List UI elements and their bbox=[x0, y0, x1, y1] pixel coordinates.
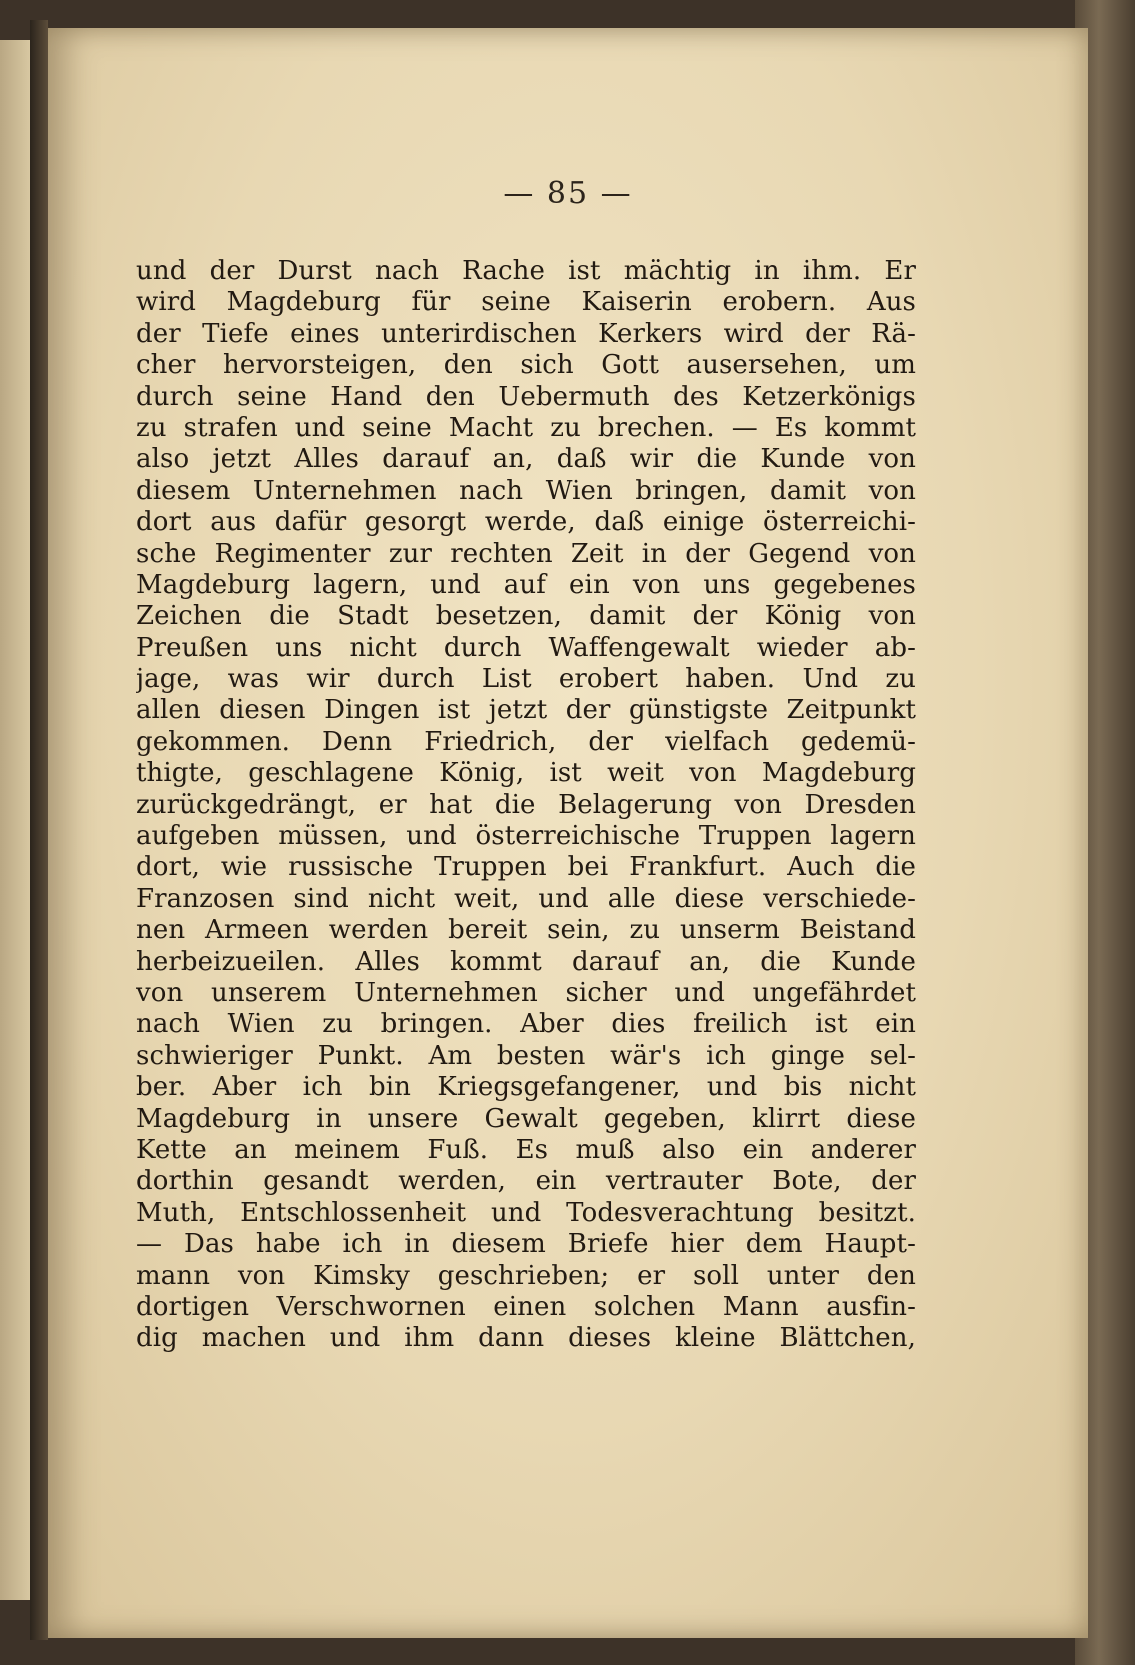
text-line: aufgeben müssen, und österreichische Truppen lagern bbox=[136, 821, 916, 852]
text-line: mann von Kimsky geschrieben; er soll unter den bbox=[136, 1260, 916, 1291]
text-line: Franzosen sind nicht weit, und alle diese verschiede- bbox=[136, 883, 916, 914]
text-line: nach Wien zu bringen. Aber dies freilich ist ein bbox=[136, 1009, 916, 1040]
text-line: dig machen und ihm dann dieses kleine Blättchen, bbox=[136, 1323, 916, 1354]
text-line: jage, was wir durch List erobert haben. Und zu bbox=[136, 664, 916, 695]
book-page bbox=[48, 28, 1088, 1638]
text-line: der Tiefe eines unterirdischen Kerkers wird der Rä- bbox=[136, 318, 916, 349]
text-line: zurückgedrängt, er hat die Belagerung von Dresden bbox=[136, 789, 916, 820]
text-line: Magdeburg in unsere Gewalt gegeben, klirrt diese bbox=[136, 1103, 916, 1134]
book-gutter bbox=[30, 20, 48, 1640]
text-line: wird Magdeburg für seine Kaiserin erobern. Aus bbox=[136, 287, 916, 318]
text-line: sche Regimenter zur rechten Zeit in der Gegend von bbox=[136, 538, 916, 569]
left-page-edge bbox=[0, 40, 30, 1600]
text-line: dortigen Verschwornen einen solchen Mann ausfin- bbox=[136, 1291, 916, 1322]
text-line: Muth, Entschlossenheit und Todesverachtung besitzt. bbox=[136, 1197, 916, 1228]
text-line: cher hervorsteigen, den sich Gott ausersehen, um bbox=[136, 350, 916, 381]
text-line: — Das habe ich in diesem Briefe hier dem Haupt- bbox=[136, 1229, 916, 1260]
text-line: allen diesen Dingen ist jetzt der günstigste Zeitpunkt bbox=[136, 695, 916, 726]
text-line: zu strafen und seine Macht zu brechen. — Es kommt bbox=[136, 412, 916, 443]
text-line: Preußen uns nicht durch Waffengewalt wieder ab- bbox=[136, 632, 916, 663]
page-number: — 85 — bbox=[503, 176, 633, 211]
text-line: nen Armeen werden bereit sein, zu unserm Beistand bbox=[136, 915, 916, 946]
text-line: Zeichen die Stadt besetzen, damit der König von bbox=[136, 601, 916, 632]
text-line: dort, wie russische Truppen bei Frankfurt. Auch die bbox=[136, 852, 916, 883]
text-line: Magdeburg lagern, und auf ein von uns gegebenes bbox=[136, 569, 916, 600]
text-line: schwieriger Punkt. Am besten wär's ich ginge sel- bbox=[136, 1040, 916, 1071]
text-line: Kette an meinem Fuß. Es muß also ein anderer bbox=[136, 1134, 916, 1165]
text-line: durch seine Hand den Uebermuth des Ketzerkönigs bbox=[136, 381, 916, 412]
text-line: ber. Aber ich bin Kriegsgefangener, und bis nicht bbox=[136, 1072, 916, 1103]
text-line: von unserem Unternehmen sicher und ungefährdet bbox=[136, 977, 916, 1008]
text-line: also jetzt Alles darauf an, daß wir die Kunde von bbox=[136, 444, 916, 475]
text-line: herbeizueilen. Alles kommt darauf an, die Kunde bbox=[136, 946, 916, 977]
body-text bbox=[136, 256, 916, 1355]
text-line: gekommen. Denn Friedrich, der vielfach gedemü- bbox=[136, 726, 916, 757]
text-line: dorthin gesandt werden, ein vertrauter Bote, der bbox=[136, 1166, 916, 1197]
text-line: und der Durst nach Rache ist mächtig in ihm. Er bbox=[136, 256, 916, 286]
text-line: dort aus dafür gesorgt werde, daß einige österreichi- bbox=[136, 507, 916, 538]
text-line: diesem Unternehmen nach Wien bringen, damit von bbox=[136, 475, 916, 506]
text-line: thigte, geschlagene König, ist weit von Magdeburg bbox=[136, 758, 916, 789]
